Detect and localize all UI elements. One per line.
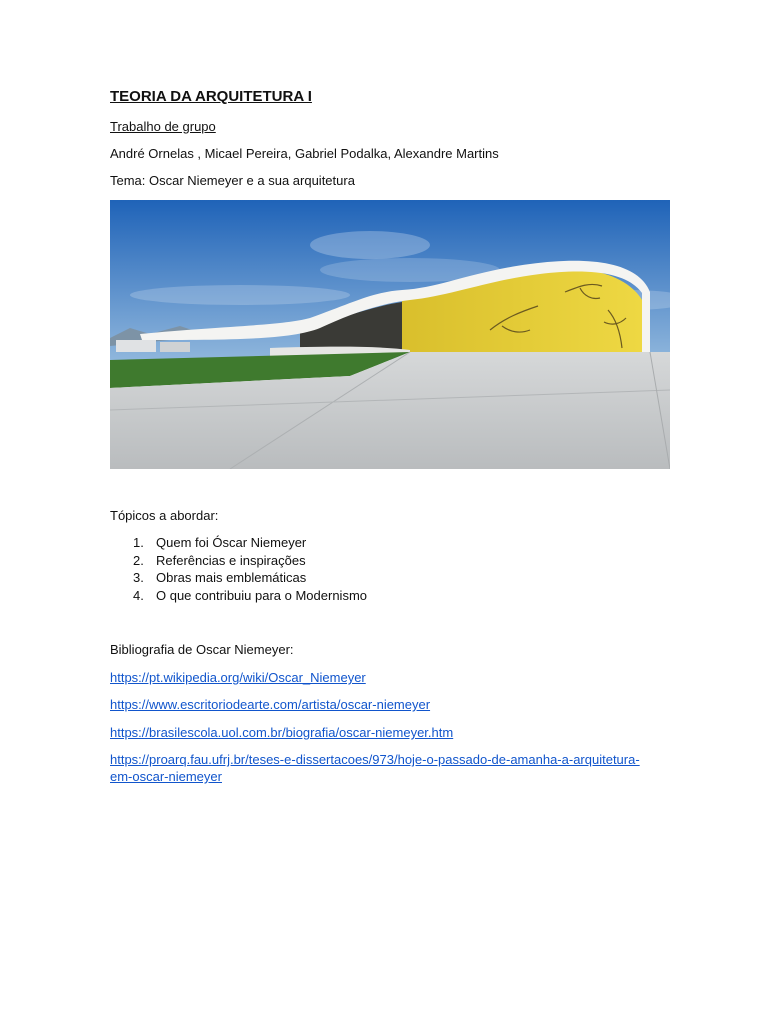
authors-line: André Ornelas , Micael Pereira, Gabriel Podalka, Alexandre Martins bbox=[110, 146, 499, 161]
document-subtitle: Trabalho de grupo bbox=[110, 119, 216, 134]
document-title: TEORIA DA ARQUITETURA I bbox=[110, 88, 312, 105]
theme-line: Tema: Oscar Niemeyer e a sua arquitetura bbox=[110, 173, 355, 188]
list-text: Referências e inspirações bbox=[156, 552, 306, 568]
bibliography-link-wikipedia[interactable]: https://pt.wikipedia.org/wiki/Oscar_Niemeyer bbox=[110, 670, 366, 685]
cloud bbox=[130, 285, 350, 305]
list-number: 3. bbox=[133, 570, 144, 585]
building-photo bbox=[110, 200, 670, 469]
roof-edge bbox=[642, 292, 650, 352]
topics-heading: Tópicos a abordar: bbox=[110, 508, 219, 523]
link-line: https://proarq.fau.ufrj.br/teses-e-dissertacoes/973/hoje-o-passado-de-amanha-a-arquitetura- bbox=[110, 752, 640, 767]
list-item bbox=[110, 569, 367, 587]
distant-building bbox=[116, 340, 156, 352]
distant-building bbox=[160, 342, 190, 352]
bibliography-link-escritoriodearte[interactable]: https://www.escritoriodearte.com/artista/oscar-niemeyer bbox=[110, 697, 431, 712]
bibliography-link-proarq[interactable] bbox=[110, 751, 640, 785]
bibliography-link-brasilescola[interactable]: https://brasilescola.uol.com.br/biografia/oscar-niemeyer.htm bbox=[110, 725, 454, 740]
topics-list bbox=[110, 534, 367, 604]
building-photo-illustration bbox=[110, 200, 670, 469]
list-text: Obras mais emblemáticas bbox=[156, 570, 307, 585]
link-line: em-oscar-niemeyer bbox=[110, 769, 222, 784]
list-text: O que contribuiu para o Modernismo bbox=[156, 587, 368, 603]
list-item bbox=[110, 587, 367, 605]
list-number: 1. bbox=[133, 535, 144, 550]
list-item bbox=[110, 534, 367, 552]
list-number: 2. bbox=[133, 552, 144, 568]
list-item bbox=[110, 552, 367, 570]
list-number: 4. bbox=[133, 587, 144, 603]
list-text: Quem foi Óscar Niemeyer bbox=[156, 535, 307, 550]
bibliography-heading: Bibliografia de Oscar Niemeyer: bbox=[110, 642, 294, 657]
cloud bbox=[310, 231, 430, 259]
